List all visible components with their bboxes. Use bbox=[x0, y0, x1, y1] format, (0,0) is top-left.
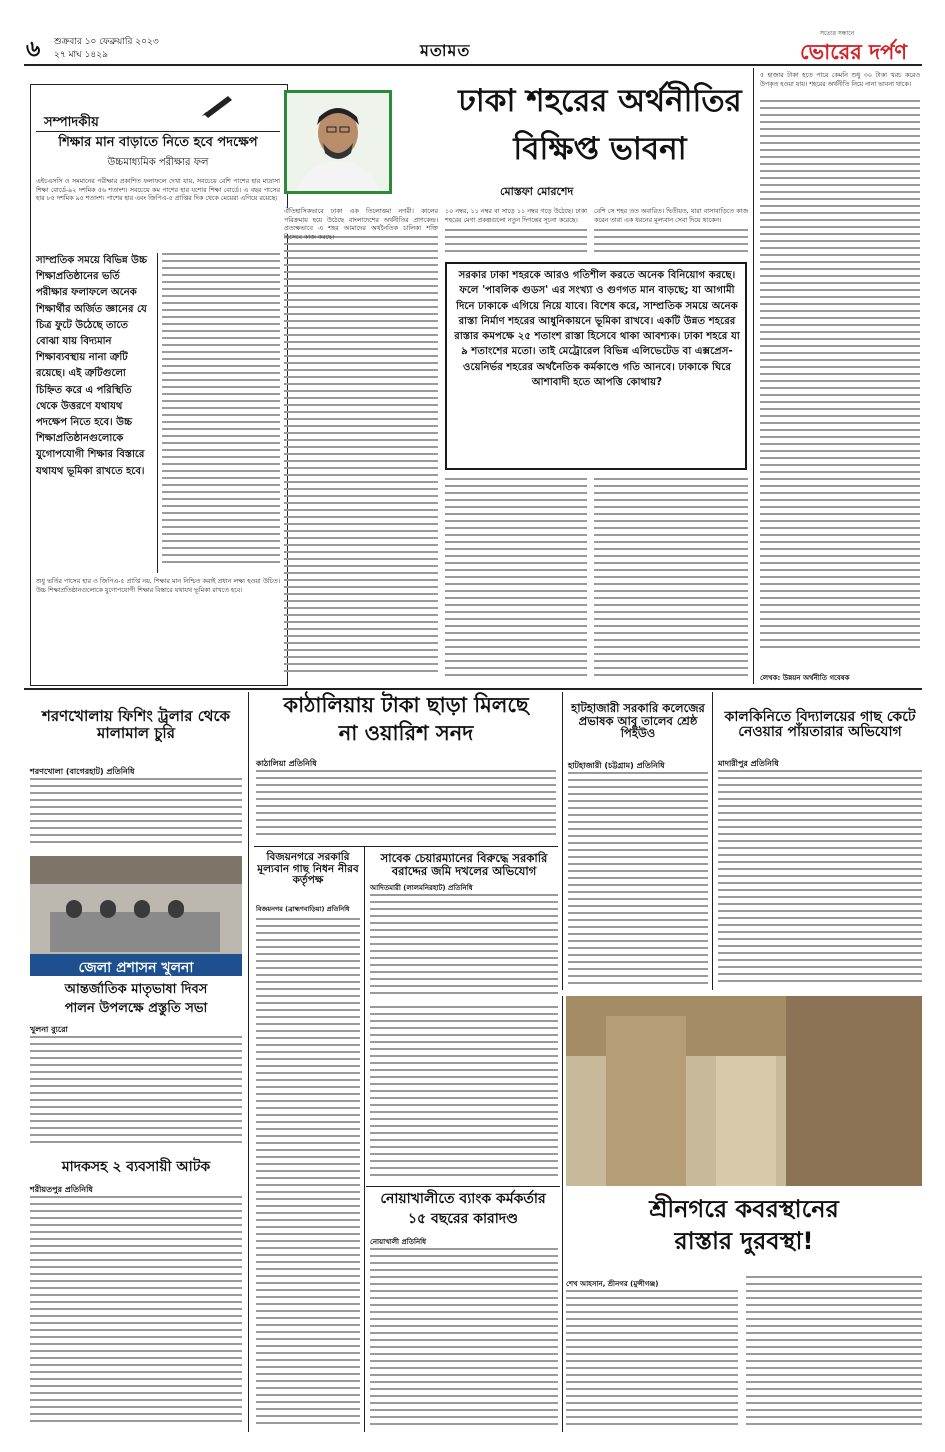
hathazari-headline: হাটহাজারী সরকারি কলেজের প্রভাষক আবু তালেব শ্রেষ্ঠ পিইউও bbox=[571, 701, 705, 741]
newspaper-logo: ভোরের দর্পণ bbox=[800, 40, 908, 64]
noakhali-headline-2: ১৫ বছরের কারাদণ্ড bbox=[407, 1211, 519, 1227]
opinion-author: মোস্তফা মোরশেদ bbox=[500, 185, 574, 198]
chairman-body bbox=[370, 894, 558, 1000]
editorial-body-bottom: শুধু ভর্তির পাসের হার ও জিপিএ-৫ প্রাপ্তি নয়, শিক্ষার মান নিশ্চিত করাই প্রধান লক্ষ্য হওয়া উচিত। উচ্চ শিক্ষাপ্রতিষ্ঠানগুলোকে যুগোপযোগী শিক্ষার বিস্তারে যথাযথ ভূমিকা রাখতে হবে। bbox=[36, 578, 280, 594]
noakhali-dateline: নোয়াখালী প্রতিনিধি bbox=[370, 1238, 427, 1246]
language-day-headline-2: পালন উপলক্ষে প্রস্তুতি সভা bbox=[64, 1001, 208, 1016]
noakhali-body bbox=[370, 1248, 558, 1432]
hathazari-body bbox=[568, 772, 708, 990]
editorial-label: সম্পাদকীয় bbox=[44, 115, 99, 130]
srinagar-headline-2: রাস্তার দুরবস্থা! bbox=[674, 1227, 814, 1255]
opinion-col-3b bbox=[594, 478, 748, 684]
kalkini-dateline: মাদারীপুর প্রতিনিধি bbox=[718, 759, 779, 768]
editorial-headline: শিক্ষার মান বাড়াতে নিতে হবে পদক্ষেপ bbox=[58, 135, 258, 150]
bijoynagar-body bbox=[256, 918, 360, 1432]
bijoynagar-dateline: বিজয়নগর (ব্রাহ্মণবাড়িয়া) প্রতিনিধি bbox=[256, 905, 350, 913]
kathalia-headline-2: না ওয়ারিশ সনদ bbox=[338, 721, 474, 745]
opinion-col-4-text: ৫ হাজার টাকা হতে পারে কেমনি শুধু ৩০ টাকা খরচ করেও উপকৃত হওয়া যায়। শহরের অর্থনীতি নিয়ে নানা ভাবনা থাকে। bbox=[760, 72, 920, 98]
chairman-body-lower bbox=[370, 1006, 558, 1182]
section-divider bbox=[24, 688, 922, 690]
opinion-col-1-text: ঐতিহাসিকভাবে ঢাকা এক তিলোত্তমা নগরী। কালের পরিক্রমায় হয়ে উঠেছে বাংলাদেশের অর্থনীতির প্রাণকেন্দ্র। প্রত্যক্ষভাবে এ শহর আমাদের অর্থনৈতিক চালিকা শক্তি হিসেবে কাজ করছে। bbox=[284, 208, 438, 241]
opinion-col-1 bbox=[284, 208, 438, 684]
hathazari-dateline: হাটহাজারী (চট্টগ্রাম) প্রতিনিধি bbox=[568, 761, 665, 770]
editorial-pullquote: সাম্প্রতিক সময়ে বিভিন্ন উচ্চ শিক্ষাপ্রতিষ্ঠানের ভর্তি পরীক্ষার ফলাফলে অনেক শিক্ষার্থীর অর্জিত জ্ঞানের যে চিত্র ফুটে উঠেছে তাতে বোঝা যায় বিদ্যমান শিক্ষাব্যবস্থায় নানা ত্রুটি রয়েছে। এই ত্রুটিগুলো চিহ্নিত করে এ পরিস্থিতি থেকে উত্তরণে যথাযথ পদক্ষেপ নিতে হবে। উচ্চ শিক্ষাপ্রতিষ্ঠানগুলোকে যুগোপযোগী শিক্ষার বিস্তারে যথাযথ ভূমিকা রাখতে হবে। bbox=[36, 255, 147, 477]
srinagar-body-2 bbox=[746, 1276, 922, 1432]
page-number: ৬ bbox=[26, 37, 41, 62]
chairman-dateline: আদিতমারী (লালমনিরহাট) প্রতিনিধি bbox=[370, 884, 473, 892]
editorial-intro: এইচএসসি ও সমমানের পরীক্ষার প্রকাশিত ফলাফলে দেখা যায়, সবচেয়ে বেশি পাশের হার মাদ্রাসা শিক্ষা বোর্ডে-৯২ দশমিক ৫৬ শতাংশ। সবচেয়ে কম পাশের হার যশোর শিক্ষা বোর্ডে। এ বছর পাসের হার ৮৫ দশমিক ৯৫ শতাংশ। পাশের হার এবং জিপিএ-৫ প্রাপ্তির দিক থেকে মেয়েরা এগিয়ে রয়েছে। bbox=[36, 178, 280, 203]
noakhali-headline-1: নোয়াখালীতে ব্যাংক কর্মকর্তার bbox=[380, 1191, 546, 1207]
author-photo bbox=[284, 90, 392, 194]
sharankhola-body bbox=[30, 778, 242, 850]
section-title: মতামত bbox=[420, 41, 471, 60]
kathalia-headline-1: কাঠালিয়ায় টাকা ছাড়া মিলছে bbox=[283, 693, 529, 717]
language-day-body bbox=[30, 1036, 242, 1154]
opinion-signoff: লেখক: উন্নয়ন অর্থনীতি গবেষক bbox=[760, 672, 920, 684]
srinagar-dateline: শেখ আহসান, শ্রীনগর (মুন্সীগঞ্জ) bbox=[566, 1280, 659, 1288]
bijoynagar-headline: বিজয়নগরে সরকারি মূল্যবান গাছ নিধন নীরব কর্তৃপক্ষ bbox=[257, 851, 359, 887]
opinion-pullquote: সরকার ঢাকা শহরকে আরও গতিশীল করতে অনেক বিনিয়োগ করছে। ফলে 'পাবলিক গুডস' এর সংখ্যা ও গুণগত মান বাড়ছে; যা আগামী দিনে ঢাকাকে এগিয়ে নিয়ে যাবে। বিশেষ করে, সাম্প্রতিক সময়ে অনেক রাস্তা নির্মাণ শহরের আধুনিকায়নে ভূমিকা রাখবে। একটি উন্নত শহরের রাস্তার কমপক্ষে ২৫ শতাংশ রাস্তা হিসেবে থাকা আবশ্যক। ঢাকা শহরে যা ৯ শতাংশের মতো। তাই মেট্রোরেল বিভিন্ন এলিভেটেড বা এক্সপ্রেস-ওয়েনির্ভর শহরের অর্থনৈতিক কর্মকাণ্ডে গতি আনবে। ঢাকাকে ঘিরে আশাবাদী হতে আপত্তি কোথায়? bbox=[454, 270, 740, 389]
masthead-rule bbox=[24, 64, 922, 66]
srinagar-body-1 bbox=[566, 1290, 738, 1432]
drug-headline: মাদকসহ ২ ব্যবসায়ী আটক bbox=[61, 1159, 211, 1175]
kathalia-body bbox=[256, 770, 556, 840]
srinagar-headline-1: শ্রীনগরে কবরস্থানের bbox=[649, 1195, 839, 1223]
opinion-col-4 bbox=[760, 72, 920, 670]
sharankhola-headline: শরণখোলায় ফিশিং ট্রলার থেকে মালামাল চুরি bbox=[41, 707, 231, 742]
language-day-headline-1: আন্তর্জাতিক মাতৃভাষা দিবস bbox=[64, 982, 208, 997]
kathalia-dateline: কাঠালিয়া প্রতিনিধি bbox=[256, 759, 317, 768]
kalkini-headline: কালকিনিতে বিদ্যালয়ের গাছ কেটে নেওয়ার পাঁয়তারার অভিযোগ bbox=[724, 709, 916, 741]
opinion-headline-line1: ঢাকা শহরের অর্থনীতির bbox=[458, 83, 742, 119]
opinion-col-3-text: বেশি সে শহর তত অবারিত। দ্বিতীয়ত, যারা বাসাবাড়িতে কাজ করেন তারা এক ধরনের মূল্যবান সেবা দিয়ে থাকেন। bbox=[594, 208, 748, 226]
editorial-body-right bbox=[162, 253, 280, 573]
drug-body bbox=[30, 1196, 242, 1432]
editorial-subhead: উচ্চমাধ্যমিক পরীক্ষার ফল bbox=[107, 157, 209, 168]
sharankhola-dateline: শরণখোলা (বাগেরহাট) প্রতিনিধি bbox=[30, 767, 135, 776]
date-line-2: ২৭ মাঘ ১৪২৯ bbox=[54, 50, 108, 60]
meeting-photo-caption: জেলা প্রশাসন খুলনা bbox=[78, 960, 194, 976]
chairman-headline: সাবেক চেয়ারম্যানের বিরুদ্ধে সরকারি বরাদ্দের জমি দখলের অভিযোগ bbox=[380, 851, 548, 878]
date-line-1: শুক্রবার ১০ ফেব্রুয়ারি ২০২৩ bbox=[54, 37, 159, 47]
meeting-photo bbox=[30, 856, 242, 976]
drug-dateline: শরীয়তপুর প্রতিনিধি bbox=[30, 1185, 93, 1194]
opinion-headline-line2: বিক্ষিপ্ত ভাবনা bbox=[513, 131, 687, 167]
pen-icon bbox=[200, 92, 236, 122]
opinion-col-2b bbox=[445, 478, 587, 684]
kalkini-body bbox=[718, 770, 922, 990]
logo-tagline: সত্যের সন্ধানে bbox=[820, 30, 855, 37]
language-day-dateline: খুলনা ব্যুরো bbox=[30, 1025, 68, 1034]
graveyard-road-photo bbox=[566, 996, 922, 1186]
opinion-col-2-text: ১০ নম্বর, ১১ নম্বর বা সাড়ে ১১ নম্বর গড়ে উঠেছে। ঢাকা শহরের মেগা প্রকল্পগুলো নতুন দিগন্তের সূচনা করেছে। bbox=[445, 208, 587, 226]
